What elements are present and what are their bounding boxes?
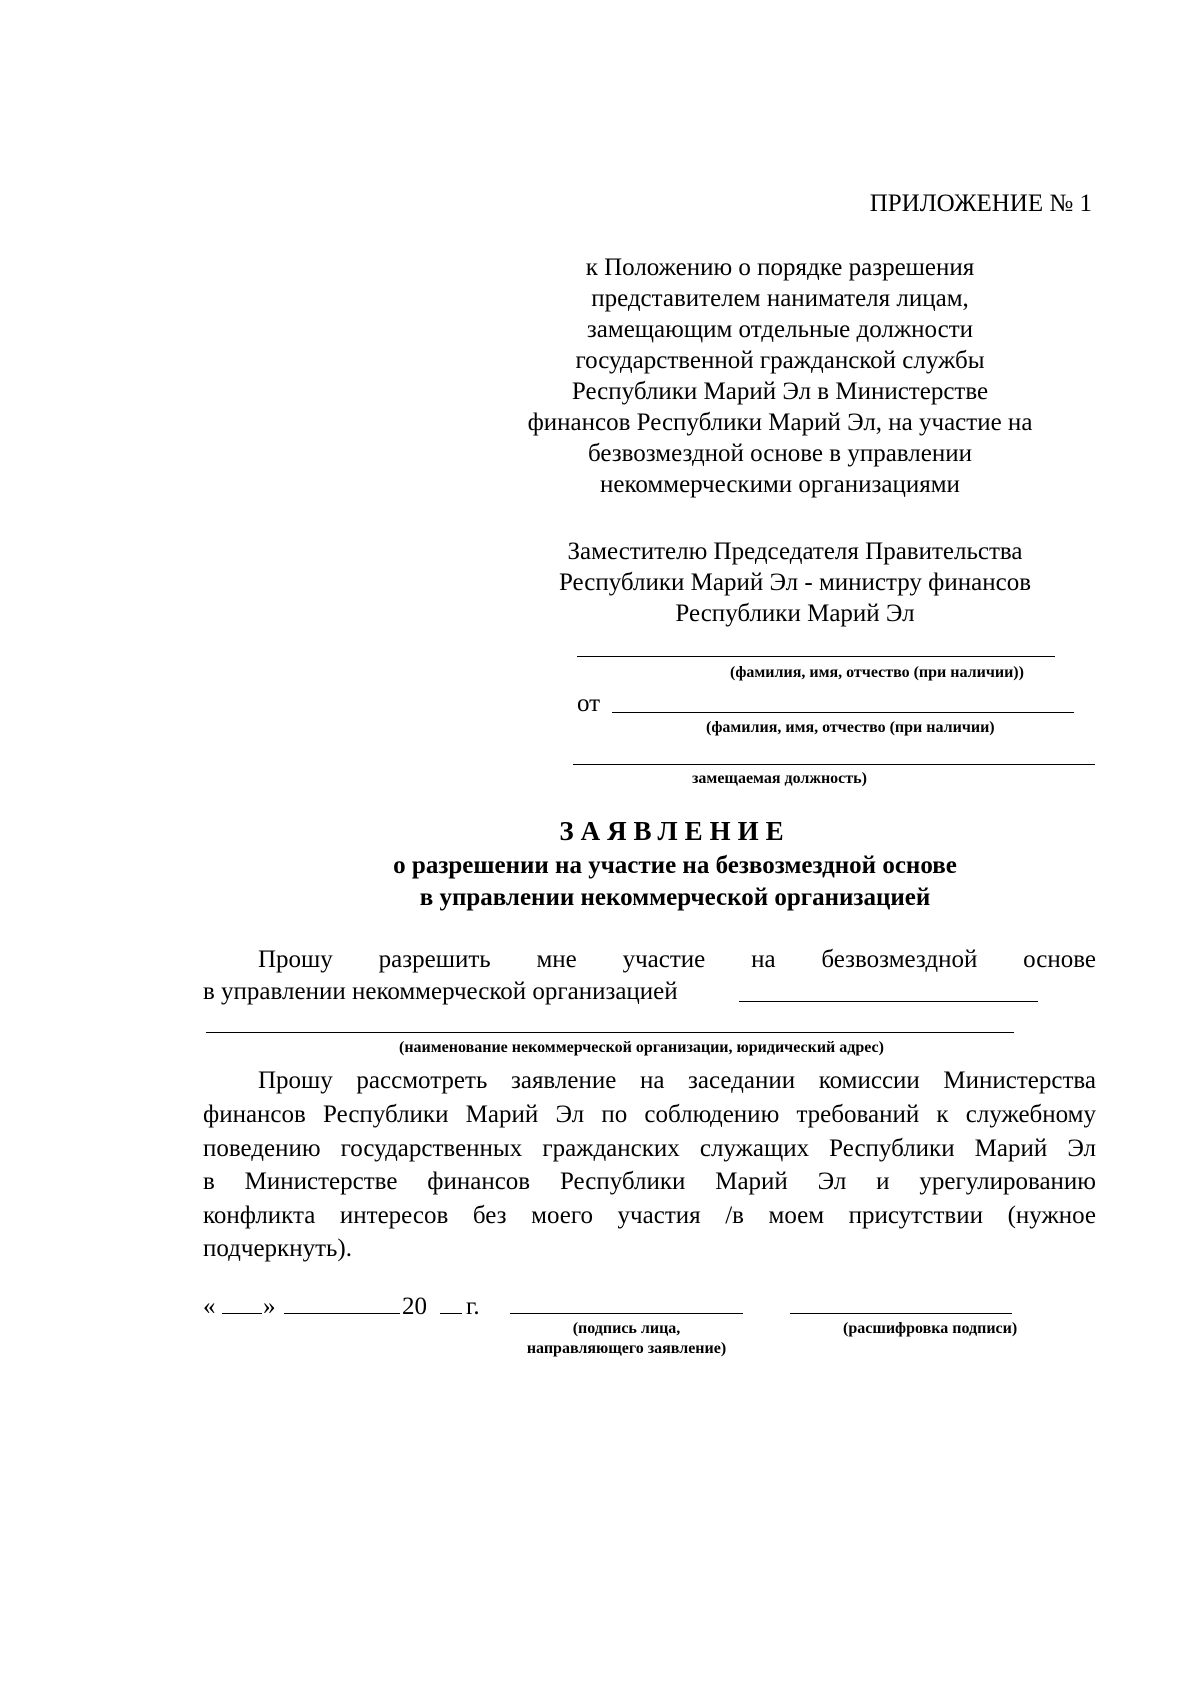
signature-hint-line: направляющего заявление): [526, 1340, 727, 1357]
date-month-line: [284, 1313, 400, 1314]
from-label: от: [577, 690, 601, 717]
addressee-block: [520, 536, 1070, 629]
addressee-name-line: [577, 656, 1055, 657]
decode-hint: (расшифровка подписи): [843, 1320, 1018, 1337]
from-name-line: [612, 712, 1074, 713]
org-name-line: [739, 1001, 1038, 1002]
paragraph-last-line: подчеркнуть).: [203, 1235, 352, 1262]
request-line-1: Прошу разрешить мне участие на безвозмездной основе: [258, 946, 1096, 973]
from-name-hint: (фамилия, имя, отчество (при наличии): [706, 719, 995, 736]
date-day-line: [222, 1313, 262, 1314]
org-hint: (наименование некоммерческой организации, юридический адрес): [399, 1039, 884, 1056]
paragraph-line: Прошу рассмотреть заявление на заседании комиссии Министерства: [258, 1067, 1096, 1094]
org-address-line: [206, 1032, 1014, 1033]
addressee-name-hint: (фамилия, имя, отчество (при наличии)): [730, 664, 1024, 681]
appendix-line: некоммерческими организациями: [600, 471, 960, 498]
year-prefix: 20: [402, 1293, 427, 1320]
request-line-2: в управлении некоммерческой организацией: [203, 978, 678, 1005]
addressee-line: Республики Марий Эл - министру финансов: [558, 569, 1031, 596]
paragraph-line: финансов Республики Марий Эл по соблюдению требований к служебному: [203, 1101, 1096, 1128]
statement-subtitle: в управлении некоммерческой организацией: [419, 884, 931, 911]
statement-title: ЗАЯВЛЕНИЕ: [559, 816, 791, 846]
paragraph-line: в Министерстве финансов Республики Марий Эл и урегулированию: [203, 1168, 1096, 1195]
position-hint: замещаемая должность): [692, 770, 867, 787]
signature-hint: [510, 1319, 743, 1359]
signature-hint-line: (подпись лица,: [572, 1320, 681, 1337]
appendix-line: безвозмездной основе в управлении: [587, 440, 972, 467]
statement-subtitle: о разрешении на участие на безвозмездной основе: [393, 852, 957, 879]
appendix-line: к Положению о порядке разрешения: [585, 254, 975, 281]
paragraph-line: конфликта интересов без моего участия /в моем присутствии (нужное: [203, 1202, 1096, 1229]
date-close-quote: »: [263, 1293, 276, 1320]
addressee-line: Республики Марий Эл: [675, 600, 915, 627]
position-line: [573, 764, 1095, 765]
date-open-quote: «: [203, 1293, 216, 1320]
date-year-line: [440, 1313, 462, 1314]
appendix-line: представителем нанимателя лицам,: [591, 285, 969, 312]
appendix-line: финансов Республики Марий Эл, на участие на: [527, 409, 1033, 436]
appendix-line: государственной гражданской службы: [575, 347, 985, 374]
addressee-line: Заместителю Председателя Правительства: [567, 538, 1023, 565]
appendix-title: ПРИЛОЖЕНИЕ № 1: [869, 190, 1092, 217]
appendix-line: замещающим отдельные должности: [586, 316, 974, 343]
paragraph-line: поведению государственных гражданских служащих Республики Марий Эл: [203, 1135, 1096, 1162]
signature-line: [510, 1313, 743, 1314]
appendix-reference: [490, 252, 1070, 500]
decode-line: [790, 1313, 1012, 1314]
appendix-line: Республики Марий Эл в Министерстве: [571, 378, 989, 405]
year-suffix: г.: [466, 1293, 480, 1320]
